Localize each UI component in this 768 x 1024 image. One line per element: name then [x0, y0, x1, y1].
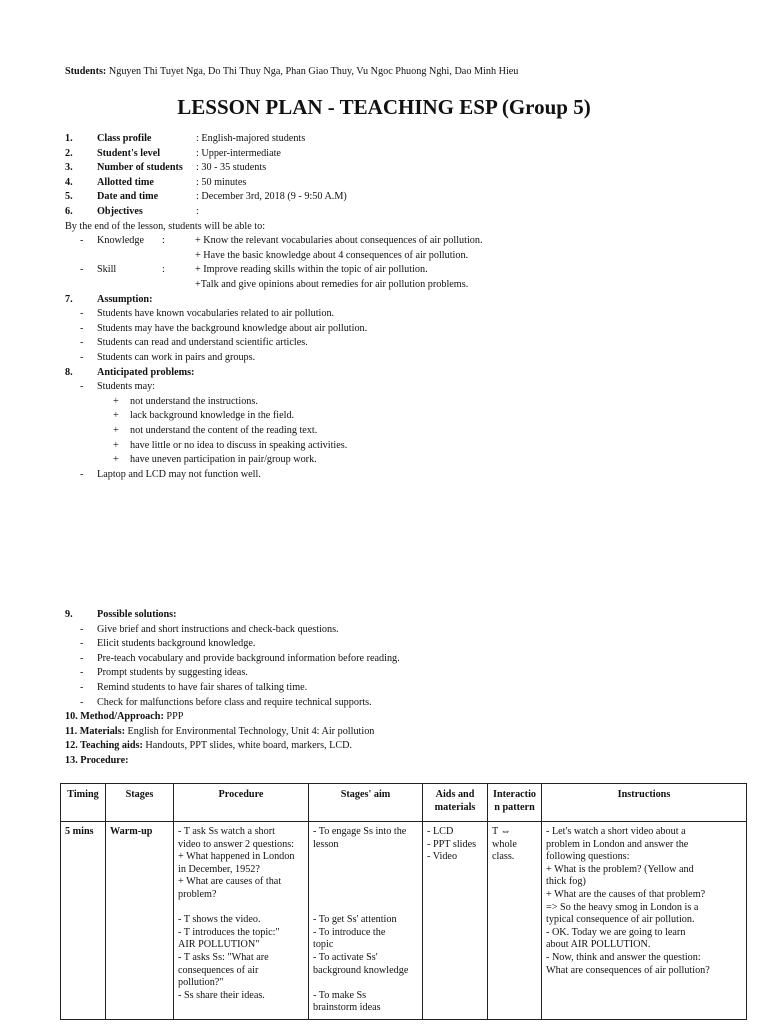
- aim-line: - To introduce the: [313, 926, 386, 938]
- bullet-plus: +: [113, 410, 119, 422]
- solution-item: Remind students to have fair shares of talking time.: [97, 682, 308, 693]
- cell-timing: 5 mins: [61, 822, 106, 1020]
- procedure-line: consequences of air: [178, 964, 259, 976]
- instruction-line: What are consequences of air pollution?: [546, 964, 710, 976]
- bullet-dash: -: [80, 623, 84, 635]
- instruction-line: + What are the causes of that problem?: [546, 888, 706, 900]
- procedure-line: - Ss share their ideas.: [178, 989, 265, 1001]
- bullet-plus: +: [113, 439, 119, 451]
- method-line: 10. Method/Approach: PPP: [65, 711, 184, 723]
- aids-line: - Video: [427, 851, 458, 863]
- cell-interaction: [488, 822, 542, 1020]
- aim-line: - To make Ss: [313, 989, 367, 1001]
- bullet-dash: -: [80, 682, 84, 693]
- profile-item: 6. Objectives :: [65, 206, 199, 217]
- interaction-line: T ⇔ whole: [492, 826, 517, 850]
- section-anticipated: 8. Anticipated problems:: [65, 366, 195, 378]
- solution-item: Elicit students background knowledge.: [97, 638, 256, 650]
- bullet-dash: -: [80, 337, 84, 349]
- objectives-intro: By the end of the lesson, students will be able to:: [65, 220, 266, 232]
- knowledge-item: + Know the relevant vocabularies about consequences of air pollution.: [195, 235, 483, 247]
- aim-line: - To get Ss' attention: [313, 914, 397, 926]
- instruction-line: - Now, think and answer the question:: [546, 951, 701, 963]
- profile-item: 5. Date and time : December 3rd, 2018 (9 - 9:50 A.M): [65, 191, 347, 203]
- problem-item: not understand the instructions.: [130, 395, 258, 407]
- cell-procedure: [174, 822, 309, 1020]
- colon: :: [162, 235, 165, 247]
- aim-line: topic: [313, 939, 334, 951]
- profile-item: 3. Number of students : 30 - 35 students: [65, 162, 267, 174]
- profile-item: 1. Class profile : English-majored students: [65, 133, 306, 144]
- students-label: Students:: [65, 66, 107, 77]
- profile-item: 2. Student's level : Upper-intermediate: [65, 147, 281, 159]
- section-assumption: 7. Assumption:: [65, 293, 153, 305]
- instruction-line: - OK. Today we are going to learn: [546, 926, 686, 938]
- procedure-line: - T asks Ss: "What are: [178, 951, 269, 963]
- students-line: [65, 65, 518, 80]
- aim-line: brainstorm ideas: [313, 1002, 381, 1014]
- procedure-line: AIR POLLUTION": [178, 939, 260, 951]
- procedure-line: - T shows the video.: [178, 914, 261, 926]
- bullet-dash: -: [80, 308, 84, 320]
- bullet-dash: -: [80, 264, 84, 276]
- instruction-line: following questions:: [546, 851, 630, 863]
- instruction-line: thick fog): [546, 876, 586, 888]
- skill-item: +Talk and give opinions about remedies for air pollution problems.: [195, 279, 469, 290]
- bullet-plus: +: [113, 425, 119, 436]
- header-aids-materials: Aids and materials: [423, 784, 488, 822]
- assumption-item: Students may have the background knowledge about air pollution.: [97, 322, 368, 334]
- solution-item: Give brief and short instructions and check-back questions.: [97, 623, 339, 635]
- bullet-dash: -: [80, 381, 84, 393]
- skill-item: + Improve reading skills within the topic of air pollution.: [195, 264, 428, 276]
- assumption-item: Students can work in pairs and groups.: [97, 352, 256, 363]
- cell-aids: [423, 822, 488, 1020]
- bullet-dash: -: [80, 696, 84, 708]
- bullet-plus: +: [113, 454, 119, 466]
- bullet-dash: -: [80, 468, 84, 480]
- problem-item: have uneven participation in pair/group work.: [130, 454, 317, 466]
- materials-line: 11. Materials: English for Environmental Technology, Unit 4: Air pollution: [65, 725, 375, 737]
- bullet-dash: -: [80, 667, 84, 679]
- bullet-plus: +: [113, 395, 119, 407]
- section-solutions: 9. Possible solutions:: [65, 609, 177, 620]
- page-title: LESSON PLAN - TEACHING ESP (Group 5): [177, 95, 591, 119]
- bullet-dash: -: [80, 652, 84, 664]
- aids-line: - PPT slides: [427, 838, 477, 850]
- bullet-dash: -: [80, 352, 84, 363]
- procedure-line: in December, 1952?: [178, 863, 260, 875]
- procedure-line: pollution?": [178, 977, 224, 989]
- instruction-line: typical consequence of air pollution.: [546, 914, 695, 926]
- bullet-dash: -: [80, 322, 84, 334]
- procedure-line: video to answer 2 questions:: [178, 838, 295, 850]
- instruction-line: => So the heavy smog in London is a: [546, 901, 699, 913]
- bullet-dash: -: [80, 638, 84, 650]
- bullet-dash: -: [80, 235, 84, 247]
- problem-item: not understand the content of the reading text.: [130, 425, 318, 436]
- instruction-line: problem in London and answer the: [546, 838, 689, 850]
- skill-label: Skill: [97, 264, 117, 276]
- aids-line: - LCD: [427, 826, 454, 837]
- header-stages: Stages: [106, 784, 174, 822]
- solution-item: Prompt students by suggesting ideas.: [97, 667, 248, 679]
- students-names: Nguyen Thi Tuyet Nga, Do Thi Thuy Nga, Phan Giao Thuy, Vu Ngoc Phuong Nghi, Dao Minh Hieu: [108, 66, 519, 77]
- aim-line: - To activate Ss': [313, 951, 378, 963]
- aim-line: lesson: [313, 838, 339, 850]
- instruction-line: about AIR POLLUTION.: [546, 939, 651, 951]
- aim-line: - To engage Ss into the: [313, 826, 407, 837]
- profile-item: 4. Allotted time : 50 minutes: [65, 176, 247, 188]
- procedure-line: + What are causes of that: [178, 876, 282, 888]
- assumption-item: Students can read and understand scientific articles.: [97, 337, 308, 349]
- header-timing: Timing: [61, 784, 106, 822]
- procedure-line: - T introduces the topic:": [178, 926, 280, 938]
- solution-item: Check for malfunctions before class and require technical supports.: [97, 696, 372, 708]
- knowledge-item: + Have the basic knowledge about 4 consequences of air pollution.: [195, 249, 469, 261]
- table-header-row: [61, 784, 747, 822]
- assumption-item: Students have known vocabularies related to air pollution.: [97, 308, 335, 320]
- instruction-line: - Let's watch a short video about a: [546, 826, 686, 837]
- header-procedure: Procedure: [174, 784, 309, 822]
- interaction-line: class.: [492, 851, 515, 863]
- header-stages-aim: Stages' aim: [309, 784, 423, 822]
- problem-item: Laptop and LCD may not function well.: [97, 468, 261, 480]
- colon: :: [162, 264, 165, 276]
- knowledge-label: Knowledge: [97, 235, 144, 247]
- header-interaction-pattern: Interactio n pattern: [488, 784, 542, 822]
- students-may: Students may:: [97, 381, 156, 393]
- cell-stages-aim: [309, 822, 423, 1020]
- procedure-line: problem?: [178, 888, 217, 900]
- procedure-line: + What happened in London: [178, 851, 295, 863]
- header-instructions: Instructions: [542, 784, 747, 822]
- teaching-aids-line: 12. Teaching aids: Handouts, PPT slides, white board, markers, LCD.: [65, 740, 353, 752]
- problem-item: have little or no idea to discuss in speaking activities.: [130, 439, 348, 451]
- instruction-line: + What is the problem? (Yellow and: [546, 863, 694, 875]
- procedure-table: [60, 783, 747, 1020]
- table-row: [61, 822, 747, 1020]
- procedure-label: 13. Procedure:: [65, 755, 129, 766]
- problem-item: lack background knowledge in the field.: [130, 410, 295, 422]
- solution-item: Pre-teach vocabulary and provide background information before reading.: [97, 652, 400, 664]
- cell-stage: Warm-up: [106, 822, 174, 1020]
- procedure-line: - T ask Ss watch a short: [178, 826, 275, 837]
- aim-line: background knowledge: [313, 964, 409, 976]
- cell-instructions: [542, 822, 747, 1020]
